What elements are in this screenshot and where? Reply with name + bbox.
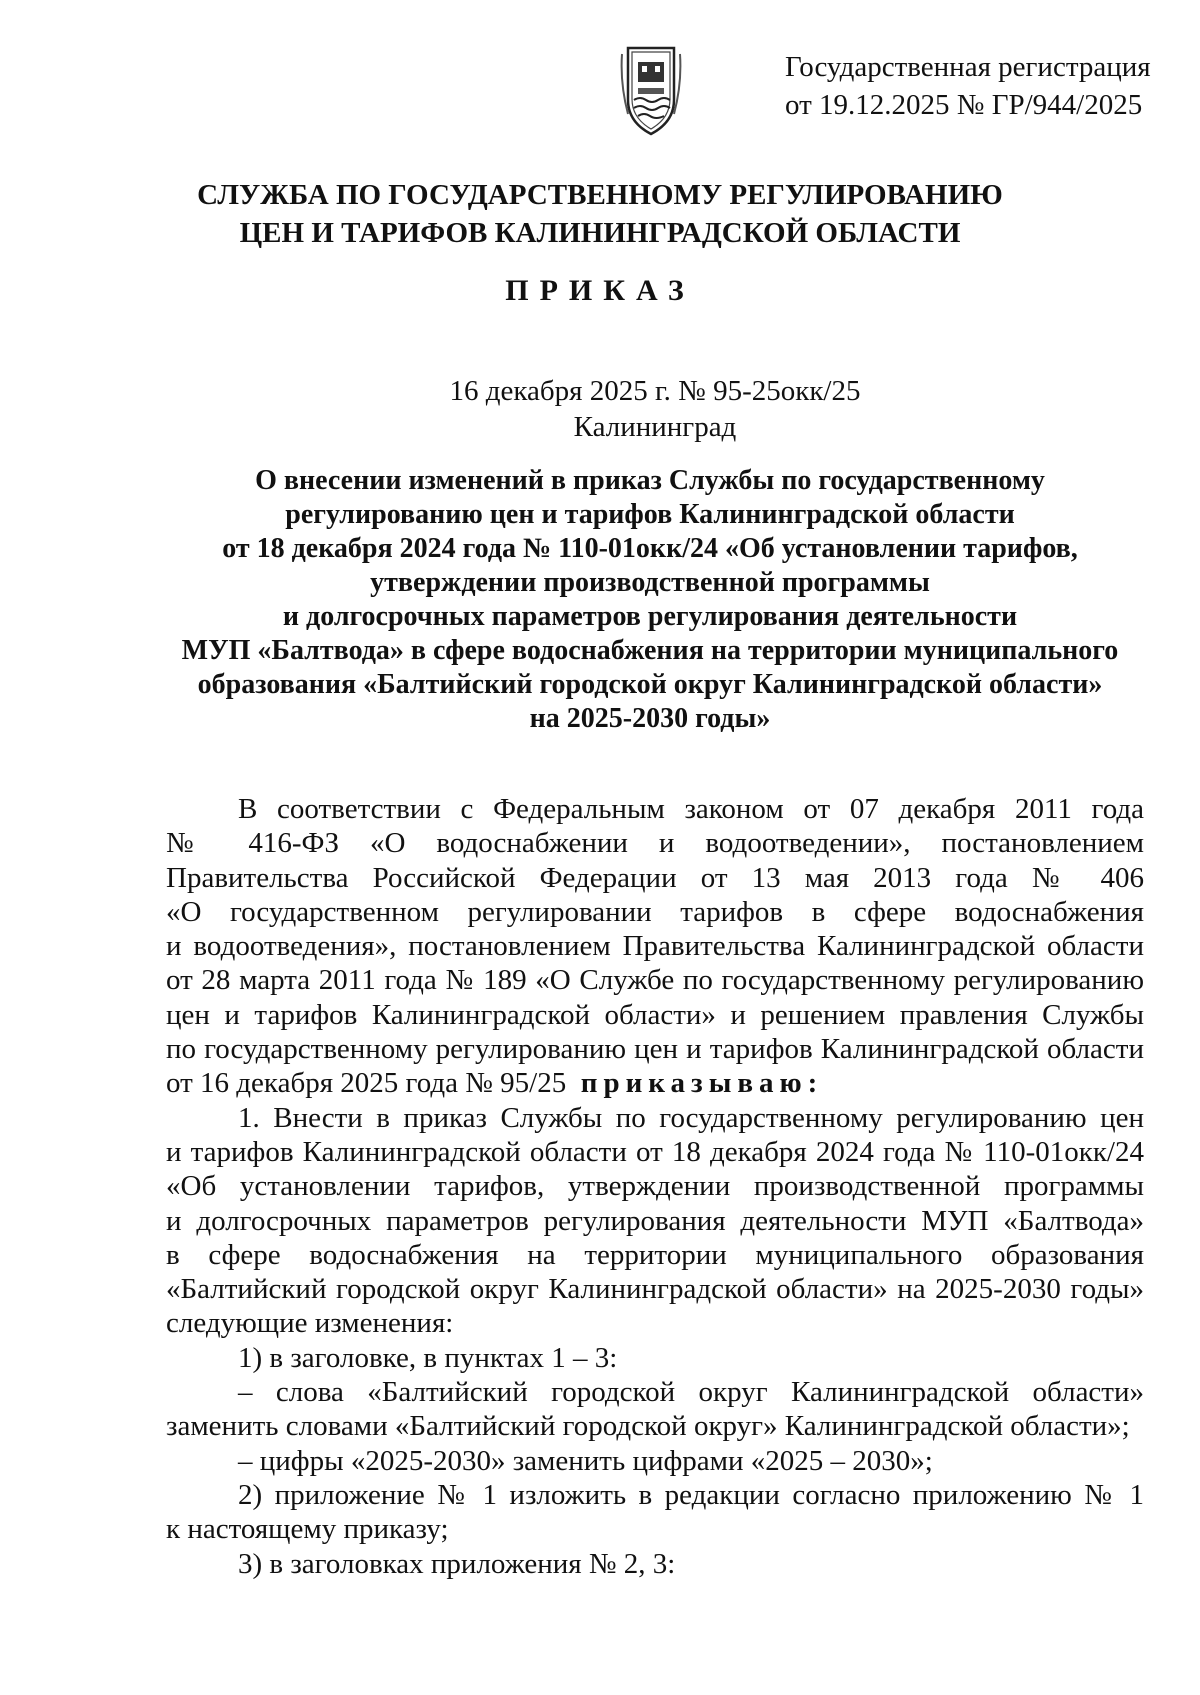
registration-line: от 19.12.2025 № ГР/944/2025: [785, 89, 1143, 121]
document-type: ПРИКАЗ: [505, 274, 695, 307]
subitem-1: 1) в заголовке, в пунктах 1 – 3:: [238, 1341, 618, 1374]
item1-line: и долгосрочных параметров регулирования деятельности МУП «Балтвода»: [166, 1204, 1144, 1237]
title-line: и долгосрочных параметров регулирования деятельности: [282, 601, 1018, 632]
item1-line: «Балтийский городской округ Калининградской области» на 2025-2030 годы»: [166, 1273, 1144, 1306]
subitem-2-line: 2) приложение № 1 изложить в редакции согласно приложению № 1: [238, 1478, 1144, 1511]
item1-line: и тарифов Калининградской области от 18 декабря 2024 года № 110-01окк/24: [166, 1135, 1144, 1168]
registration-line: Государственная регистрация: [785, 51, 1151, 83]
date-block: [0, 373, 1200, 445]
item1-line: в сфере водоснабжения на территории муниципального образования: [166, 1238, 1144, 1271]
preamble-line: № 416-ФЗ «О водоснабжении и водоотведении», постановлением: [166, 827, 1144, 860]
title-line: МУП «Балтвода» в сфере водоснабжения на территории муниципального: [181, 635, 1119, 666]
preamble-line: «О государственном регулировании тарифов в сфере водоснабжения: [166, 895, 1144, 928]
document-body: [166, 792, 1144, 1581]
title-line: регулированию цен и тарифов Калининградской области: [285, 499, 1015, 530]
dash-item-1-line: – слова «Балтийский городской округ Калининградской области»: [238, 1376, 1144, 1409]
title-line: на 2025-2030 годы»: [529, 703, 771, 734]
authority-line: ЦЕН И ТАРИФОВ КАЛИНИНГРАДСКОЙ ОБЛАСТИ: [239, 217, 961, 249]
preamble-line: от 28 марта 2011 года № 189 «О Службе по государственному регулированию: [166, 964, 1144, 997]
preamble-line: Правительства Российской Федерации от 13 мая 2013 года № 406: [166, 861, 1144, 894]
dash-item-1-line: заменить словами «Балтийский городской округ» Калининградской области»;: [166, 1410, 1130, 1443]
item1-line: 1. Внести в приказ Службы по государственному регулированию цен: [238, 1101, 1144, 1134]
coat-of-arms-icon: [620, 44, 682, 138]
title-line: образования «Балтийский городской округ Калининградской области»: [197, 669, 1103, 700]
title-line: О внесении изменений в приказ Службы по государственному: [255, 465, 1045, 496]
title-line: от 18 декабря 2024 года № 110-01окк/24 «Об установлении тарифов,: [222, 533, 1078, 564]
preamble-last: от 16 декабря 2025 года № 95/25: [166, 1067, 567, 1100]
preamble-line: цен и тарифов Калининградской области» и решением правления Службы: [166, 998, 1144, 1031]
preamble-line: по государственному регулированию цен и тарифов Калининградской области: [166, 1033, 1144, 1066]
item1-line: «Об установлении тарифов, утверждении производственной программы: [166, 1170, 1144, 1203]
subitem-2-line: к настоящему приказу;: [166, 1513, 449, 1546]
date-number: 16 декабря 2025 г. № 95-25окк/25: [449, 375, 861, 407]
subitem-3: 3) в заголовках приложения № 2, 3:: [238, 1547, 676, 1580]
authority-line: СЛУЖБА ПО ГОСУДАРСТВЕННОМУ РЕГУЛИРОВАНИЮ: [197, 179, 1003, 211]
preamble-last-line: [166, 1066, 1144, 1100]
city: Калининград: [573, 411, 737, 443]
preamble-line: В соответствии с Федеральным законом от 07 декабря 2011 года: [238, 793, 1144, 825]
title-line: утверждении производственной программы: [370, 567, 930, 598]
order-word: приказываю:: [580, 1067, 824, 1100]
authority-name: [0, 176, 1200, 252]
registration-stamp: [785, 48, 1151, 124]
item1-last-line: следующие изменения:: [166, 1307, 454, 1340]
document-title: [170, 464, 1130, 736]
preamble-line: и водоотведения», постановлением Правительства Калининградской области: [166, 930, 1144, 963]
dash-item-2: – цифры «2025-2030» заменить цифрами «2025 – 2030»;: [238, 1444, 933, 1477]
